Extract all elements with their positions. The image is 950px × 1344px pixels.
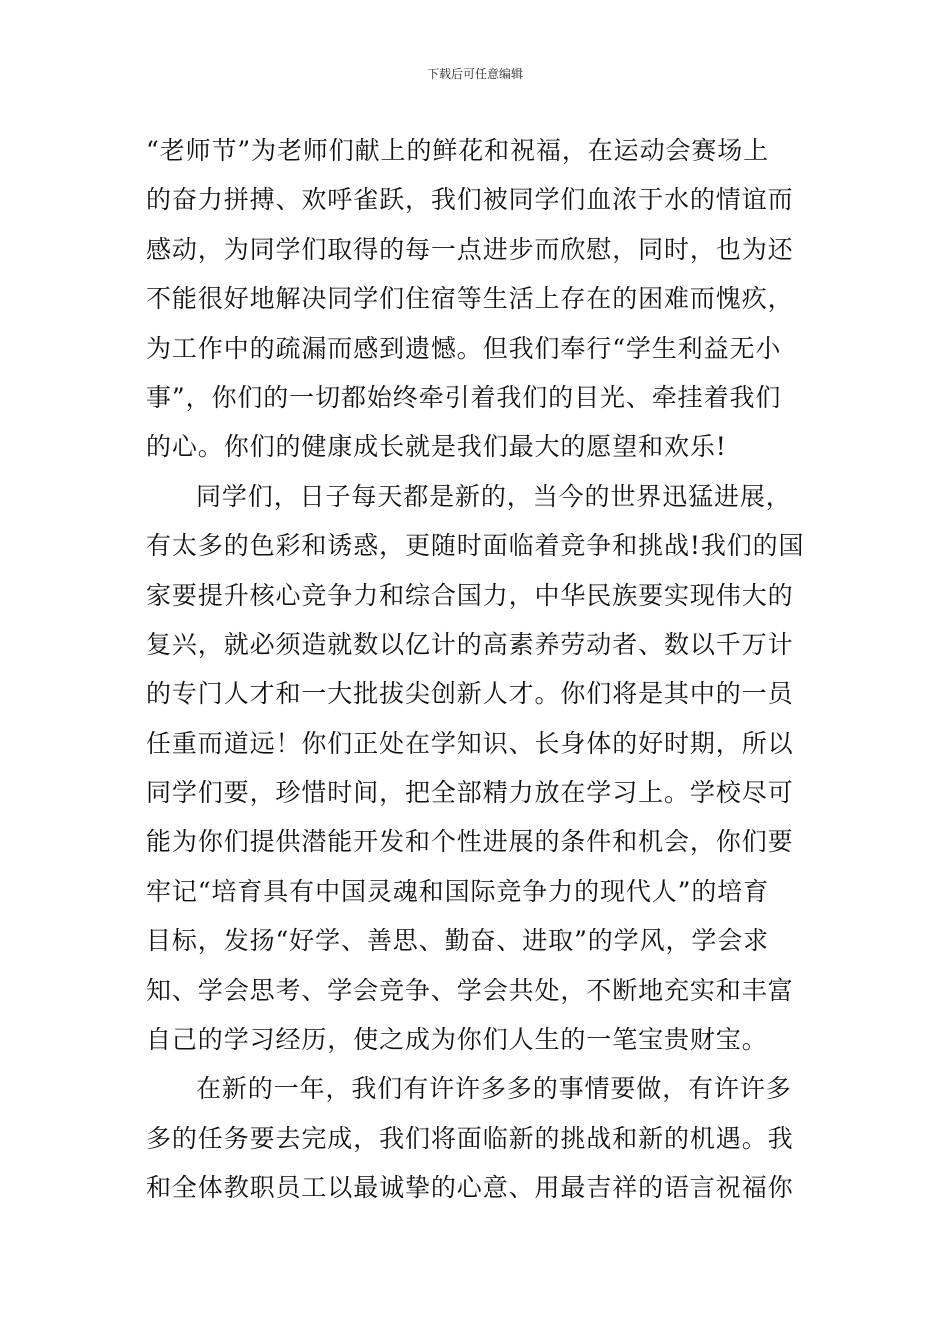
text-line: 任重而道远！你们正处在学知识、长身体的好时期，所以 xyxy=(146,728,794,758)
text-line: 目标，发扬“好学、善思、勤奋、进取”的学风，学会求 xyxy=(146,926,770,956)
document-body xyxy=(146,126,810,1213)
text-line: 的心。你们的健康成长就是我们最大的愿望和欢乐! xyxy=(146,432,727,462)
text-line: 有太多的色彩和诱惑，更随时面临着竞争和挑战!我们的国 xyxy=(146,531,805,561)
paragraph-start-line: 在新的一年，我们有许许多多的事情要做，有许许多 xyxy=(196,1074,792,1104)
text-line: 复兴，就必须造就数以亿计的高素养劳动者、数以千万计 xyxy=(146,629,794,659)
page-header-note: 下载后可任意编辑 xyxy=(426,67,523,81)
text-line: 家要提升核心竞争力和综合国力，中华民族要实现伟大的 xyxy=(146,580,794,610)
text-line: 事”，你们的一切都始终牵引着我们的目光、牵挂着我们 xyxy=(146,382,782,412)
text-line: 多的任务要去完成，我们将面临新的挑战和新的机遇。我 xyxy=(146,1123,794,1153)
text-line: “老师节”为老师们献上的鲜花和祝福，在运动会赛场上 xyxy=(146,136,770,165)
text-line: 能为你们提供潜能开发和个性进展的条件和机会，你们要 xyxy=(146,827,794,857)
text-line: 自己的学习经历，使之成为你们人生的一笔宝贵财宝。 xyxy=(146,1025,768,1055)
text-line: 不能很好地解决同学们住宿等生活上存在的困难而愧疚， xyxy=(146,284,794,314)
text-line: 的奋力拼搏、欢呼雀跃，我们被同学们血浓于水的情谊而 xyxy=(146,185,794,215)
paragraph-start-line: 同学们，日子每天都是新的，当今的世界迅猛进展， xyxy=(196,481,792,511)
text-line: 牢记“培育具有中国灵魂和国际竞争力的现代人”的培育 xyxy=(146,876,770,906)
text-line: 同学们要，珍惜时间，把全部精力放在学习上。学校尽可 xyxy=(146,778,794,808)
text-line: 的专门人才和一大批拔尖创新人才。你们将是其中的一员 xyxy=(146,679,794,709)
text-line: 和全体教职员工以最诚挚的心意、用最吉祥的语言祝福你 xyxy=(146,1173,794,1203)
text-line: 感动，为同学们取得的每一点进步而欣慰，同时，也为还 xyxy=(146,234,794,264)
text-line: 知、学会思考、学会竞争、学会共处，不断地充实和丰富 xyxy=(146,975,794,1005)
text-line: 为工作中的疏漏而感到遗憾。但我们奉行“学生利益无小 xyxy=(146,333,782,363)
